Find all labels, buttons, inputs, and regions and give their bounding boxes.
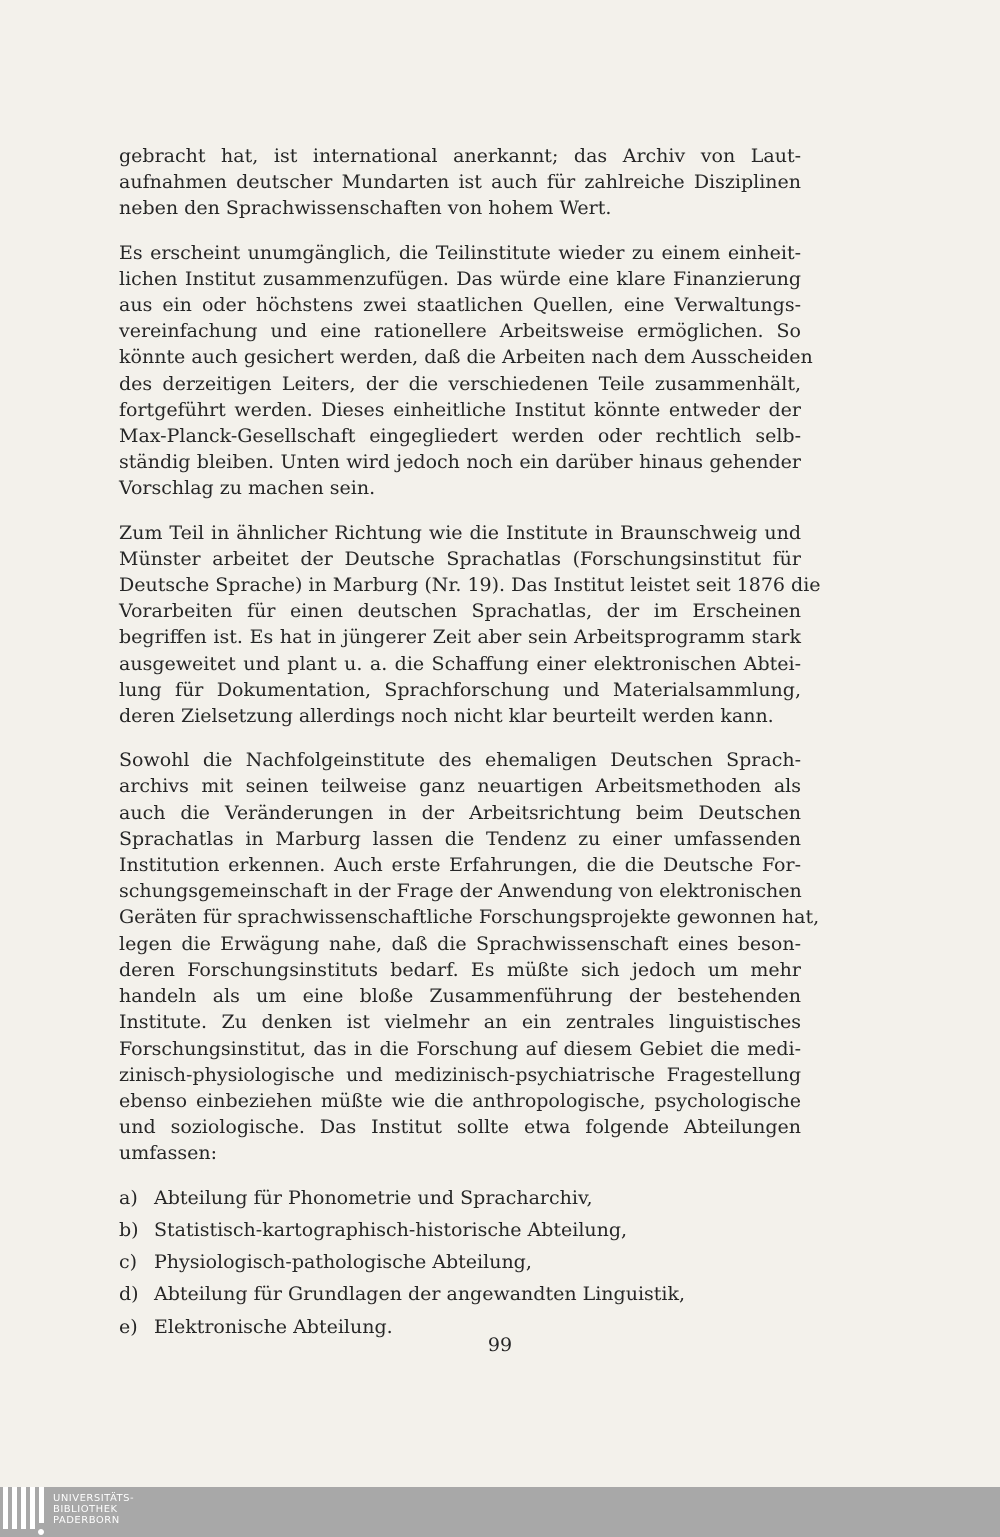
- paragraph-2: [119, 240, 813, 502]
- department-list: [119, 1185, 801, 1340]
- text-line: des derzeitigen Leiters, der die verschiedenen Teile zusammenhält,: [119, 372, 801, 395]
- text-line: ständig bleiben. Unten wird jedoch noch ein darüber hinaus gehender: [119, 451, 801, 474]
- library-footer: [0, 1487, 1000, 1537]
- text-line: Geräten für sprachwissenschaftliche Forschungsprojekte gewonnen hat,: [119, 906, 820, 929]
- text-line: begriffen ist. Es hat in jüngerer Zeit aber sein Arbeitsprogramm stark: [119, 626, 801, 649]
- list-item: [119, 1281, 801, 1307]
- text-line: vereinfachung und eine rationellere Arbeitsweise ermöglichen. So: [119, 320, 801, 343]
- paragraph-4: [119, 747, 820, 1166]
- list-item: [119, 1249, 801, 1275]
- text-line: Sprachatlas in Marburg lassen die Tendenz zu einer umfassenden: [119, 827, 801, 850]
- text-line: lung für Dokumentation, Sprachforschung und Materialsammlung,: [119, 678, 801, 701]
- text-line: gebracht hat, ist international anerkannt; das Archiv von Laut-: [119, 145, 801, 167]
- text-line: Es erscheint unumgänglich, die Teilinstitute wieder zu einem einheit-: [119, 241, 801, 264]
- list-item: [119, 1185, 801, 1211]
- list-marker: c): [119, 1251, 138, 1274]
- body-text: [119, 143, 821, 1346]
- text-line: schungsgemeinschaft in der Frage der Anwendung von elektronischen: [119, 880, 802, 903]
- text-line: Institute. Zu denken ist vielmehr an ein zentrales linguistisches: [119, 1011, 801, 1034]
- logo-line: UNIVERSITÄTS-: [53, 1493, 135, 1504]
- text-line: umfassen:: [119, 1142, 217, 1165]
- list-item-text: Physiologisch-pathologische Abteilung,: [154, 1251, 532, 1274]
- text-line: auch die Veränderungen in der Arbeitsrichtung beim Deutschen: [119, 801, 801, 824]
- logo-line: PADERBORN: [53, 1515, 120, 1526]
- list-marker: d): [119, 1283, 139, 1306]
- text-line: Institution erkennen. Auch erste Erfahrungen, die die Deutsche For-: [119, 854, 801, 877]
- text-line: handeln als um eine bloße Zusammenführung der bestehenden: [119, 985, 801, 1008]
- text-line: deren Forschungsinstituts bedarf. Es müßte sich jedoch um mehr: [119, 958, 801, 981]
- text-line: aus ein oder höchstens zwei staatlichen Quellen, eine Verwaltungs-: [119, 294, 801, 317]
- text-line: Münster arbeitet der Deutsche Sprachatlas (Forschungsinstitut für: [119, 547, 801, 570]
- list-item-text: Statistisch-kartographisch-historische Abteilung,: [154, 1218, 628, 1241]
- text-line: legen die Erwägung nahe, daß die Sprachwissenschaft eines beson-: [119, 932, 801, 955]
- list-marker: a): [119, 1186, 138, 1209]
- paragraph-1: [119, 143, 801, 222]
- text-line: Sowohl die Nachfolgeinstitute des ehemaligen Deutschen Sprach-: [119, 749, 801, 772]
- text-line: archivs mit seinen teilweise ganz neuartigen Arbeitsmethoden als: [119, 775, 801, 798]
- list-item-text: Elektronische Abteilung.: [154, 1315, 393, 1338]
- text-line: ebenso einbeziehen müßte wie die anthropologische, psychologische: [119, 1089, 801, 1112]
- list-item: [119, 1217, 801, 1243]
- logo-line: BIBLIOTHEK: [53, 1504, 118, 1515]
- list-item-text: Abteilung für Phonometrie und Spracharchiv,: [154, 1186, 593, 1209]
- text-line: deren Zielsetzung allerdings noch nicht klar beurteilt werden kann.: [119, 705, 774, 728]
- list-marker: b): [119, 1218, 139, 1241]
- text-line: ausgeweitet und plant u. a. die Schaffung einer elektronischen Abtei-: [119, 652, 801, 675]
- text-line: Forschungsinstitut, das in die Forschung auf diesem Gebiet die medi-: [119, 1037, 801, 1060]
- text-line: neben den Sprachwissenschaften von hohem Wert.: [119, 197, 612, 220]
- library-logo-icon: [0, 1487, 50, 1537]
- text-line: Deutsche Sprache) in Marburg (Nr. 19). Das Institut leistet seit 1876 die: [119, 574, 821, 597]
- text-line: Vorarbeiten für einen deutschen Sprachatlas, der im Erscheinen: [119, 600, 801, 623]
- paragraph-3: [119, 520, 821, 730]
- text-line: aufnahmen deutscher Mundarten ist auch für zahlreiche Disziplinen: [119, 171, 801, 194]
- list-marker: e): [119, 1315, 138, 1338]
- text-line: fortgeführt werden. Dieses einheitliche Institut könnte entweder der: [119, 398, 801, 421]
- text-line: könnte auch gesichert werden, daß die Arbeiten nach dem Ausscheiden: [119, 346, 813, 369]
- text-line: und soziologische. Das Institut sollte etwa folgende Abteilungen: [119, 1116, 801, 1139]
- list-item-text: Abteilung für Grundlagen der angewandten Linguistik,: [154, 1283, 686, 1306]
- text-line: zinisch-physiologische und medizinisch-psychiatrische Fragestellung: [119, 1063, 801, 1086]
- text-line: Vorschlag zu machen sein.: [119, 477, 376, 500]
- text-line: lichen Institut zusammenzufügen. Das würde eine klare Finanzierung: [119, 267, 801, 290]
- page-number: 99: [487, 1334, 513, 1356]
- text-line: Zum Teil in ähnlicher Richtung wie die Institute in Braunschweig und: [119, 521, 801, 544]
- text-line: Max-Planck-Gesellschaft eingegliedert werden oder rechtlich selb-: [119, 425, 801, 448]
- library-logo-text: [53, 1493, 134, 1526]
